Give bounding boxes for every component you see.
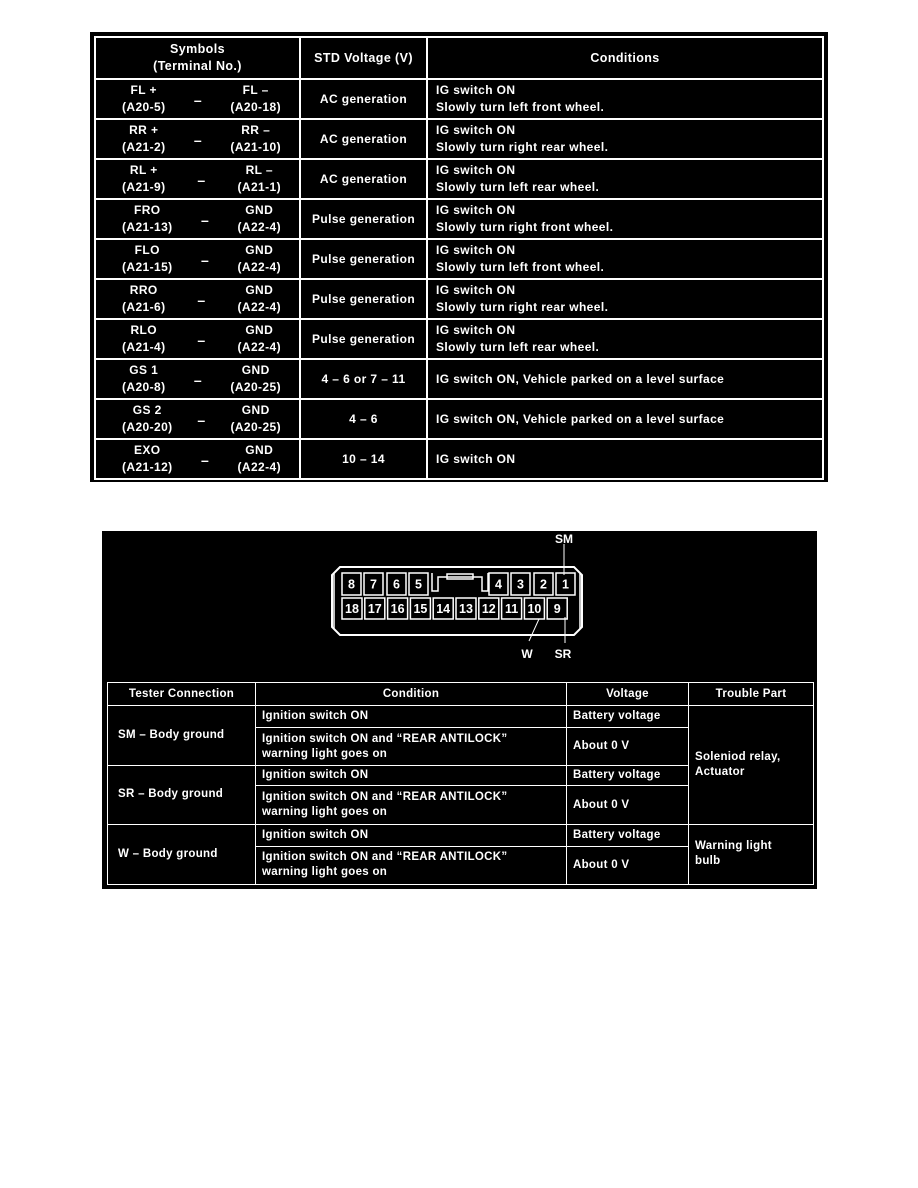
symbol-cell [95, 119, 300, 159]
negative-symbol: FL – [242, 83, 269, 97]
condition-line1: IG switch ON [436, 203, 516, 217]
sm-label: SM [555, 532, 573, 546]
trouble-line1: Soleniod relay, [695, 750, 781, 763]
trouble-header: Trouble Part [689, 683, 814, 706]
voltage-header: STD Voltage (V) [300, 37, 427, 79]
table-row [95, 279, 823, 319]
negative-symbol: GND [245, 243, 274, 257]
pin-12: 12 [481, 602, 496, 616]
condition-cell: Ignition switch ON [256, 824, 567, 846]
positive-symbol: RRO [129, 283, 158, 297]
negative-terminal: (A20-25) [230, 420, 281, 434]
voltage-cell: Battery voltage [567, 824, 689, 846]
connector-diagram [102, 531, 817, 681]
condition-line1: IG switch ON [436, 123, 516, 137]
table-row [95, 439, 823, 479]
conditions-cell [427, 359, 823, 399]
positive-symbol: EXO [134, 443, 161, 457]
table-row [108, 706, 814, 728]
table-row [95, 119, 823, 159]
conditions-header: Conditions [427, 37, 823, 79]
symbol-cell [95, 399, 300, 439]
connector-key-slot [432, 573, 488, 591]
condition-cell: Ignition switch ON [256, 766, 567, 786]
conditions-cell [427, 399, 823, 439]
condition-line1: IG switch ON [436, 163, 516, 177]
separator-dash: – [197, 331, 206, 348]
table-row [95, 359, 823, 399]
negative-terminal: (A21-10) [230, 140, 281, 154]
conditions-cell [427, 319, 823, 359]
condition-line1: IG switch ON [436, 283, 516, 297]
positive-terminal: (A21-2) [122, 140, 166, 154]
terminal-voltage-table [94, 36, 824, 480]
positive-terminal: (A21-12) [122, 460, 173, 474]
condition-line2: Slowly turn left front wheel. [436, 260, 605, 274]
pin-17: 17 [367, 602, 382, 616]
voltage-cell: AC generation [300, 79, 427, 119]
tester-cell-sr: SR – Body ground [108, 766, 256, 824]
separator-dash: – [193, 371, 203, 388]
positive-terminal: (A20-20) [122, 420, 173, 434]
tester-connection-table [107, 682, 814, 885]
voltage-header: Voltage [567, 683, 689, 706]
negative-terminal: (A20-25) [230, 380, 281, 394]
symbol-cell [95, 239, 300, 279]
trouble-cell-bulb [689, 824, 814, 884]
pin-14: 14 [436, 602, 451, 616]
positive-symbol: FL + [130, 83, 157, 97]
positive-terminal: (A21-9) [122, 180, 166, 194]
condition-header: Condition [256, 683, 567, 706]
positive-symbol: RLO [130, 323, 157, 337]
voltage-cell: Pulse generation [300, 239, 427, 279]
voltage-cell: 4 – 6 [300, 399, 427, 439]
symbol-cell [95, 279, 300, 319]
pin-5: 5 [415, 577, 422, 592]
bottom-pin-row [342, 598, 567, 619]
table-row [95, 399, 823, 439]
voltage-cell: AC generation [300, 119, 427, 159]
table-header-row [95, 37, 823, 79]
table-row [95, 79, 823, 119]
condition-line1: IG switch ON [436, 451, 516, 466]
conditions-cell [427, 199, 823, 239]
positive-terminal: (A21-15) [122, 260, 173, 274]
symbol-cell [95, 439, 300, 479]
pin-7: 7 [370, 577, 377, 592]
positive-symbol: FRO [134, 203, 161, 217]
negative-symbol: GND [245, 323, 274, 337]
condition-cell [256, 846, 567, 884]
separator-dash: – [200, 451, 210, 468]
conditions-cell [427, 279, 823, 319]
pin-18: 18 [345, 602, 359, 616]
separator-dash: – [200, 251, 210, 268]
trouble-line1: Warning light [695, 840, 772, 853]
negative-terminal: (A22-4) [237, 260, 281, 274]
condition-line2: warning light goes on [262, 806, 388, 819]
table-row [95, 159, 823, 199]
conditions-cell [427, 119, 823, 159]
condition-line2: Slowly turn left rear wheel. [436, 340, 600, 354]
pin-13: 13 [459, 602, 473, 616]
separator-dash: – [200, 211, 210, 228]
trouble-cell-solenoid [689, 706, 814, 825]
trouble-line2: Actuator [695, 765, 745, 778]
table-row [95, 199, 823, 239]
voltage-cell: About 0 V [567, 728, 689, 766]
condition-line2: Slowly turn left front wheel. [436, 100, 605, 114]
pin-8: 8 [348, 577, 355, 592]
negative-symbol: GND [241, 403, 270, 417]
condition-line1: IG switch ON [436, 323, 516, 337]
pin-3: 3 [517, 577, 524, 592]
condition-line1: Ignition switch ON and “REAR ANTILOCK” [262, 791, 508, 804]
conditions-cell [427, 159, 823, 199]
condition-line1: IG switch ON, Vehicle parked on a level surface [436, 411, 725, 426]
separator-dash: – [197, 291, 206, 308]
separator-dash: – [197, 171, 206, 188]
conditions-cell [427, 439, 823, 479]
symbols-header-line1: Symbols [170, 42, 225, 56]
table-row [108, 824, 814, 846]
condition-cell [256, 786, 567, 824]
condition-cell [256, 728, 567, 766]
negative-terminal: (A22-4) [237, 340, 281, 354]
condition-line1: Ignition switch ON and “REAR ANTILOCK” [262, 851, 508, 864]
voltage-cell: 10 – 14 [300, 439, 427, 479]
symbol-cell [95, 359, 300, 399]
voltage-cell: About 0 V [567, 786, 689, 824]
condition-line1: IG switch ON, Vehicle parked on a level surface [436, 371, 725, 386]
terminal-voltage-panel [90, 32, 828, 482]
pin-15: 15 [413, 602, 428, 616]
negative-terminal: (A22-4) [237, 220, 281, 234]
negative-terminal: (A21-1) [237, 180, 281, 194]
condition-line2: Slowly turn right front wheel. [436, 220, 614, 234]
voltage-cell: AC generation [300, 159, 427, 199]
conditions-cell [427, 79, 823, 119]
w-leader-line [529, 619, 539, 641]
condition-line2: Slowly turn right rear wheel. [436, 300, 609, 314]
symbols-header [95, 37, 300, 79]
table-header-row [108, 683, 814, 706]
solenoid-check-panel [102, 531, 817, 889]
condition-line2: Slowly turn left rear wheel. [436, 180, 600, 194]
negative-symbol: GND [245, 283, 274, 297]
pin-6: 6 [393, 577, 400, 592]
symbol-cell [95, 199, 300, 239]
positive-symbol: FLO [134, 243, 160, 257]
pin-11: 11 [504, 602, 519, 616]
negative-symbol: RL – [245, 163, 273, 177]
positive-symbol: GS 2 [132, 403, 162, 417]
negative-terminal: (A20-18) [230, 100, 281, 114]
negative-symbol: GND [245, 443, 274, 457]
symbols-header-line2: (Terminal No.) [153, 59, 242, 73]
voltage-cell: Battery voltage [567, 706, 689, 728]
voltage-cell: 4 – 6 or 7 – 11 [300, 359, 427, 399]
negative-symbol: RR – [241, 123, 271, 137]
voltage-cell: About 0 V [567, 846, 689, 884]
separator-dash: – [193, 91, 203, 108]
voltage-cell: Battery voltage [567, 766, 689, 786]
negative-terminal: (A22-4) [237, 460, 281, 474]
condition-line2: Slowly turn right rear wheel. [436, 140, 609, 154]
pin-10: 10 [527, 602, 542, 616]
positive-symbol: GS 1 [129, 363, 159, 377]
condition-line2: warning light goes on [262, 866, 388, 879]
tester-cell-w: W – Body ground [108, 824, 256, 884]
condition-cell: Ignition switch ON [256, 706, 567, 728]
table-row [95, 239, 823, 279]
tester-header: Tester Connection [108, 683, 256, 706]
positive-terminal: (A20-8) [122, 380, 166, 394]
negative-symbol: GND [241, 363, 270, 377]
symbol-cell [95, 159, 300, 199]
pin-16: 16 [390, 602, 405, 616]
negative-terminal: (A22-4) [237, 300, 281, 314]
pin-9: 9 [553, 602, 561, 616]
voltage-cell: Pulse generation [300, 279, 427, 319]
pin-1: 1 [562, 577, 569, 592]
w-label: W [521, 647, 533, 661]
pin-4: 4 [495, 577, 502, 592]
sr-label: SR [554, 647, 572, 661]
positive-terminal: (A21-4) [122, 340, 166, 354]
condition-line2: warning light goes on [262, 747, 388, 760]
trouble-line2: bulb [695, 855, 721, 868]
tester-cell-sm: SM – Body ground [108, 706, 256, 766]
voltage-cell: Pulse generation [300, 319, 427, 359]
table-row [95, 319, 823, 359]
voltage-cell: Pulse generation [300, 199, 427, 239]
positive-symbol: RL + [129, 163, 158, 177]
separator-dash: – [193, 131, 203, 148]
positive-terminal: (A21-6) [122, 300, 166, 314]
conditions-cell [427, 239, 823, 279]
negative-symbol: GND [245, 203, 274, 217]
condition-line1: IG switch ON [436, 83, 516, 97]
pin-2: 2 [540, 577, 547, 592]
positive-symbol: RR + [129, 123, 159, 137]
symbol-cell [95, 79, 300, 119]
symbol-cell [95, 319, 300, 359]
positive-terminal: (A21-13) [122, 220, 173, 234]
separator-dash: – [197, 411, 206, 428]
condition-line1: Ignition switch ON and “REAR ANTILOCK” [262, 732, 508, 745]
positive-terminal: (A20-5) [122, 100, 166, 114]
condition-line1: IG switch ON [436, 243, 516, 257]
